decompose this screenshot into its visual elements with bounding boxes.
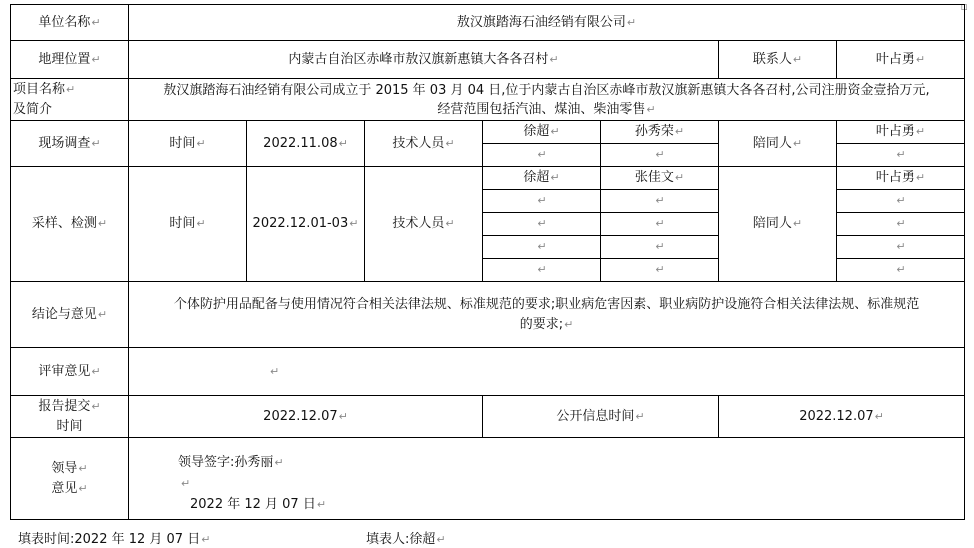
conclusion-row xyxy=(11,282,965,348)
empty-cell: ↵ xyxy=(483,144,601,167)
sampling-row-1 xyxy=(11,167,965,190)
review-label: 评审意见↵ xyxy=(11,348,129,396)
sampling-date: 2022.12.01-03↵ xyxy=(247,167,365,282)
unit-label: 单位名称↵ xyxy=(11,5,129,41)
survey-accomp-1: 叶占勇↵ xyxy=(837,121,965,144)
unit-row xyxy=(11,5,965,41)
corner-mark: ▫ xyxy=(960,0,968,13)
empty-cell: ↵ xyxy=(837,144,965,167)
leader-opinion-content xyxy=(178,452,326,515)
project-label: 项目名称↵ 及简介 xyxy=(11,79,129,121)
report-label: 报告提交↵ 时间 xyxy=(11,396,129,438)
public-info-label: 公开信息时间↵ xyxy=(483,396,719,438)
survey-row-1 xyxy=(11,121,965,144)
location-label: 地理位置↵ xyxy=(11,41,129,79)
empty-cell: ↵ xyxy=(483,236,601,259)
survey-time-label: 时间↵ xyxy=(129,121,247,167)
leader-date: 2022 年 12 月 07 日↵ xyxy=(190,497,327,512)
empty-cell: ↵ xyxy=(601,144,719,167)
fill-time: 填表时间:2022 年 12 月 07 日↵ xyxy=(18,532,211,547)
empty-cell: ↵ xyxy=(837,190,965,213)
leader-signature: 领导签字:孙秀丽↵ xyxy=(178,455,284,470)
conclusion-label: 结论与意见↵ xyxy=(11,282,129,348)
empty-cell: ↵ xyxy=(601,190,719,213)
empty-cell: ↵ xyxy=(837,259,965,282)
contact-value: 叶占勇↵ xyxy=(837,41,965,79)
sampling-tech-label: 技术人员↵ xyxy=(365,167,483,282)
conclusion-text: 个体防护用品配备与使用情况符合相关法律法规、标准规范的要求;职业病危害因素、职业病防护设施符合相关法律法规、标准规范 的要求;↵ xyxy=(129,282,965,348)
contact-label: 联系人↵ xyxy=(719,41,837,79)
project-row xyxy=(11,79,965,121)
review-row xyxy=(11,348,965,396)
leader-row xyxy=(11,438,965,520)
report-row xyxy=(11,396,965,438)
location-row xyxy=(11,41,965,79)
leader-blank-line: ↵ xyxy=(181,477,191,490)
registration-form-table xyxy=(10,4,965,520)
empty-cell: ↵ xyxy=(483,259,601,282)
survey-accomp-label: 陪同人↵ xyxy=(719,121,837,167)
public-info-date: 2022.12.07↵ xyxy=(719,396,965,438)
review-value: ↵ xyxy=(129,348,965,396)
survey-label: 现场调查↵ xyxy=(11,121,129,167)
sampling-tech-1: 徐超↵ xyxy=(483,167,601,190)
empty-cell: ↵ xyxy=(601,213,719,236)
sampling-tech-2: 张佳文↵ xyxy=(601,167,719,190)
empty-cell: ↵ xyxy=(837,213,965,236)
survey-tech-2: 孙秀荣↵ xyxy=(601,121,719,144)
project-description: 敖汉旗踏海石油经销有限公司成立于 2015 年 03 月 04 日,位于内蒙古自治区赤峰市敖汉旗新惠镇大各各召村,公司注册资金壹拾万元, 经营范围包括汽油、煤油、柴油零售↵ xyxy=(129,79,965,121)
empty-cell: ↵ xyxy=(601,259,719,282)
empty-cell: ↵ xyxy=(483,190,601,213)
survey-date: 2022.11.08↵ xyxy=(247,121,365,167)
report-date: 2022.12.07↵ xyxy=(129,396,483,438)
empty-cell: ↵ xyxy=(601,236,719,259)
filler: 填表人:徐超↵ xyxy=(366,532,446,547)
sampling-accomp-label: 陪同人↵ xyxy=(719,167,837,282)
location-value: 内蒙古自治区赤峰市敖汉旗新惠镇大各各召村↵ xyxy=(129,41,719,79)
sampling-label: 采样、检测↵ xyxy=(11,167,129,282)
unit-value: 敖汉旗踏海石油经销有限公司↵ xyxy=(129,5,965,41)
sampling-time-label: 时间↵ xyxy=(129,167,247,282)
empty-cell: ↵ xyxy=(483,213,601,236)
empty-cell: ↵ xyxy=(837,236,965,259)
sampling-accomp-1: 叶占勇↵ xyxy=(837,167,965,190)
survey-tech-1: 徐超↵ xyxy=(483,121,601,144)
leader-label: 领导↵ 意见↵ xyxy=(11,438,129,520)
survey-tech-label: 技术人员↵ xyxy=(365,121,483,167)
